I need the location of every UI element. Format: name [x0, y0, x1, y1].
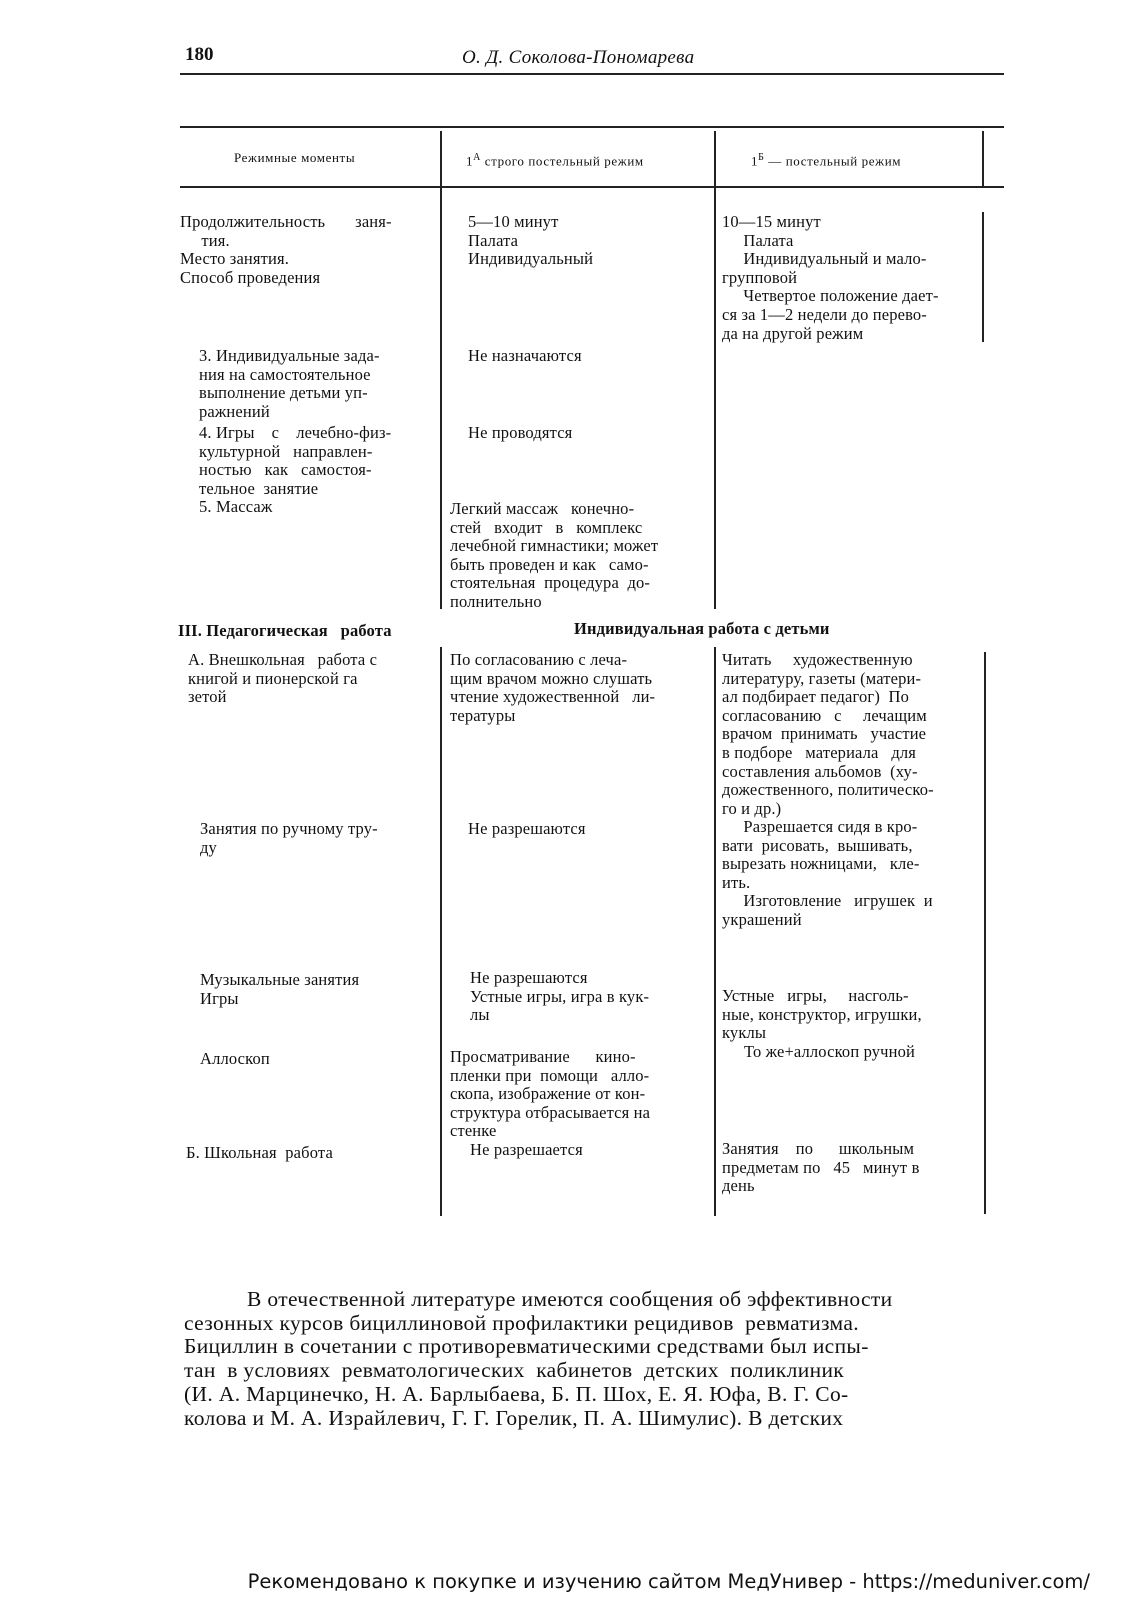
table-divider-1-upper: [440, 131, 442, 609]
row-manual-labor-bed: Разрешается сидя в кро- вати рисовать, вышивать, вырезать ножницами, кле- ить. Изготовление игрушек и украшений: [722, 817, 933, 929]
section-individual-work-header: Индивидуальная работа с детьми: [574, 619, 830, 638]
row-individual-tasks-label: 3. Индивидуальные зада- ния на самостоятельное выполнение детьми уп- ражнений: [199, 346, 380, 421]
column-header-bed-sup: Б: [758, 152, 765, 163]
row-massage-strict-bed: Легкий массаж конечно- стей входит в комплекс лечебной гимнастики; может быть проведен и как само- стоятельная процедура до- полнительно: [450, 499, 659, 611]
section-pedagogical-work-label: III. Педагогическая работа: [178, 621, 392, 640]
row-extracurricular-strict-bed: По согласованию с леча- щим врачом можно слушать чтение художественной ли- тературы: [450, 650, 656, 725]
running-title: О. Д. Соколова-Пономарева: [462, 47, 695, 68]
table-divider-2-lower: [714, 647, 716, 1216]
column-header-strict-bed-sup: А: [473, 152, 481, 163]
page-number: 180: [185, 44, 214, 65]
row-games-strict-bed: Не проводятся: [468, 423, 573, 442]
footer-text: Рекомендовано к покупке и изучению сайтом МедУнивер - https://meduniver.com/: [247, 1570, 1090, 1593]
row-music-strict-bed: Не разрешаются Устные игры, игра в кук- лы: [470, 968, 650, 1025]
body-paragraph: В отечественной литературе имеются сообщения об эффективности сезонных курсов бициллиновой профилактики рецидивов ревматизма. Бициллин в сочетании с противоревматическими средствами был испы- тан в условиях ревматологических кабинетов детских поликлиник (И. А. Марцинечко, Н. А. Барлыбаева, Б. П. Шох, Е. Я. Юфа, В. Г. Со- колова и М. А. Израйлевич, Г. Г. Горелик, П. А. Шимулис). В детских: [184, 1287, 893, 1430]
row-manual-labor-strict-bed: Не разрешаются: [468, 819, 586, 838]
column-header-bed-label: — постельный режим: [764, 153, 902, 169]
column-header-strict-bed-num: 1: [466, 153, 474, 169]
row-duration-label: Продолжительность заня- тия. Место занятия. Способ проведения: [180, 212, 392, 287]
column-header-bed: [751, 152, 901, 169]
footer-recommendation: [0, 1570, 1132, 1593]
row-music-label: Музыкальные занятия Игры: [200, 970, 360, 1008]
row-school-strict-bed: Не разрешается: [470, 1140, 583, 1159]
row-extracurricular-label: А. Внешкольная работа с книгой и пионерской га зетой: [188, 650, 378, 707]
row-individual-tasks-strict-bed: Не назначаются: [468, 346, 582, 365]
row-alloscope-strict-bed: Просматривание кино- пленки при помощи алло- скопа, изображение от кон- структура отбрасывается на стенке: [450, 1047, 651, 1141]
column-header-strict-bed-label: строго постельный режим: [480, 153, 644, 169]
table-right-edge-header: [982, 131, 984, 186]
row-manual-labor-label: Занятия по ручному тру- ду: [200, 819, 378, 857]
table-right-edge-row-2: [984, 652, 986, 1214]
table-header-rule: [180, 186, 1004, 188]
row-school-bed: Занятия по школьным предметам по 45 минут в день: [722, 1139, 920, 1196]
row-extracurricular-bed: Читать художественную литературу, газеты (матери- ал подбирает педагог) По согласованию с лечащим врачом принимать участие в подборе материала для составления альбомов (ху- дожественного, политическо- го и др.): [722, 650, 934, 818]
table-divider-1-lower: [440, 647, 442, 1216]
row-duration-strict-bed: 5—10 минут Палата Индивидуальный: [468, 212, 594, 269]
header-rule: [180, 73, 1004, 75]
column-header-moments: Режимные моменты: [234, 150, 356, 165]
row-alloscope-bed: То же+аллоскоп ручной: [744, 1042, 915, 1061]
row-massage-label: 5. Массаж: [199, 497, 273, 516]
table-top-rule: [180, 126, 1004, 128]
table-divider-2-upper: [714, 131, 716, 609]
column-header-strict-bed: [466, 152, 644, 169]
row-school-label: Б. Школьная работа: [186, 1143, 333, 1162]
row-duration-bed: 10—15 минут Палата Индивидуальный и мало- групповой Четвертое положение дает- ся за 1—2 недели до перево- да на другой режим: [722, 212, 939, 343]
row-games-label: 4. Игры с лечебно-физ- культурной направлен- ностью как самостоя- тельное занятие: [199, 423, 392, 498]
row-alloscope-label: Аллоскоп: [200, 1049, 270, 1068]
row-music-bed: Устные игры, насголь- ные, конструктор, игрушки, куклы: [722, 986, 922, 1043]
column-header-bed-num: 1: [751, 153, 759, 169]
table-right-edge-row-1: [982, 212, 984, 342]
